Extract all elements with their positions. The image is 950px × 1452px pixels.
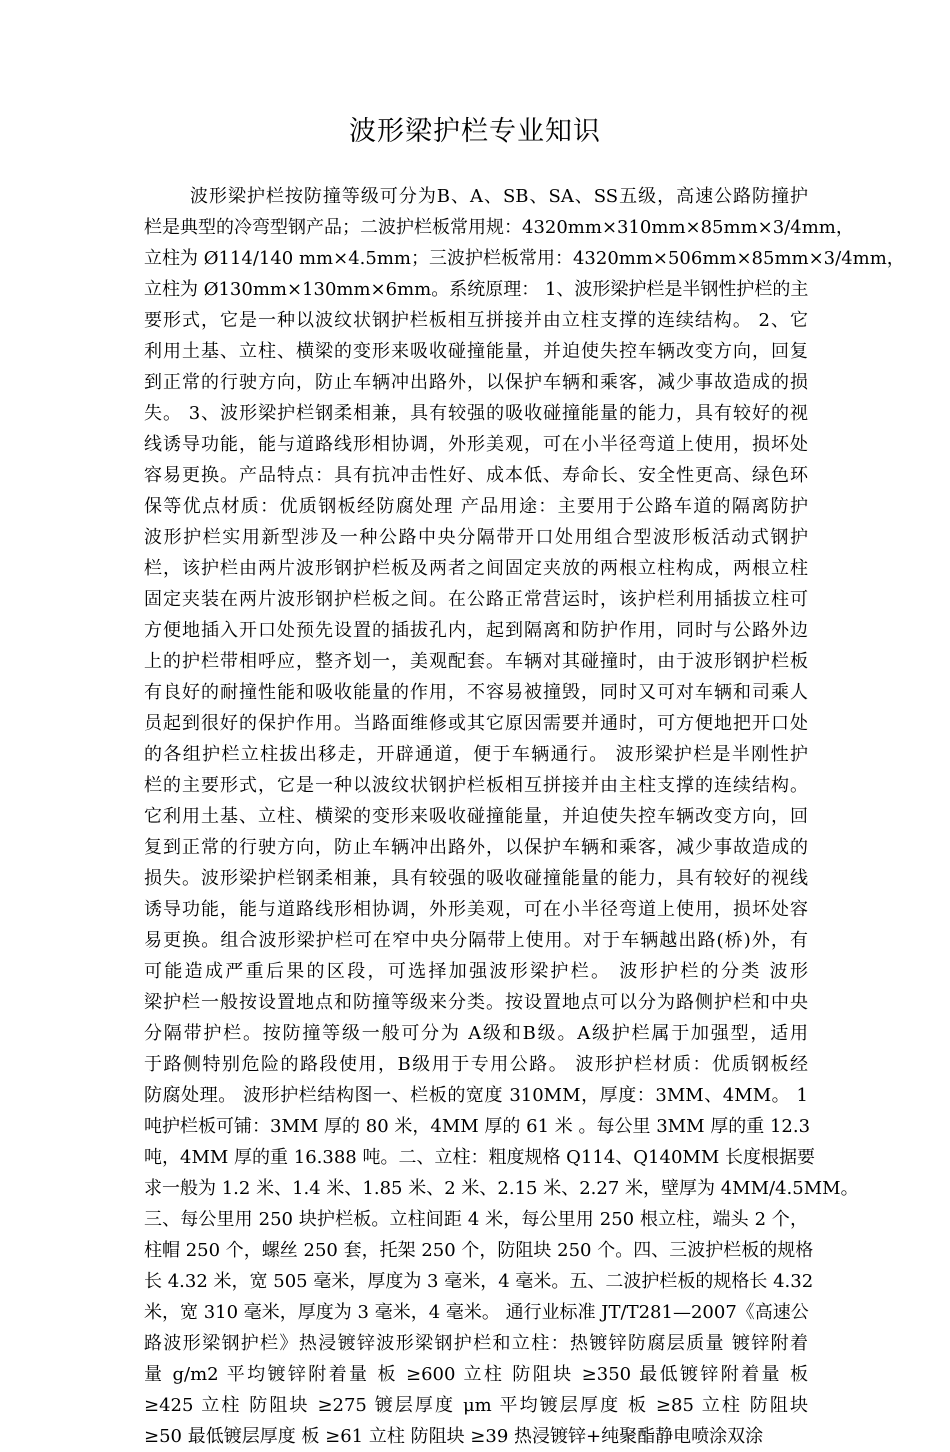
body-line: 防腐处理。 波形护栏结构图一、栏板的宽度 310MM，厚度：3MM、4MM。 1 (144, 1085, 808, 1106)
body-line: 栏的主要形式，它是一种以波纹状钢护栏板相互拼接并由主柱支撑的连续结构。 (144, 775, 808, 796)
body-line: 可能造成严重后果的区段，可选择加强波形梁护栏。 波形护栏的分类 波形 (144, 961, 808, 982)
body-line: 固定夹装在两片波形钢护栏板之间。在公路正常营运时，该护栏利用插拔立柱可 (144, 589, 808, 610)
body-line: 柱帽 250 个，螺丝 250 套，托架 250 个，防阻块 250 个。四、三波护栏板的规格 (144, 1240, 814, 1261)
body-line: 方便地插入开口处预先设置的插拔孔内，起到隔离和防护作用，同时与公路外边 (144, 620, 808, 641)
body-line: 损失。波形梁护栏钢柔相兼，具有较强的吸收碰撞能量的能力，具有较好的视线 (144, 868, 808, 889)
body-line: 易更换。组合波形梁护栏可在窄中央分隔带上使用。对于车辆越出路(桥)外，有 (144, 930, 808, 951)
body-line: 波形护栏实用新型涉及一种公路中央分隔带开口处用组合型波形板活动式钢护 (144, 527, 808, 548)
body-line: ≥50 最低镀层厚度 板 ≥61 立柱 防阻块 ≥39 热浸镀锌+纯聚酯静电喷涂双涂 (144, 1426, 764, 1447)
document-title: 波形梁护栏专业知识 (349, 116, 601, 147)
body-line: 有良好的耐撞性能和吸收能量的作用，不容易被撞毁，同时又可对车辆和司乘人 (144, 682, 808, 703)
body-line: 容易更换。产品特点：具有抗冲击性好、成本低、寿命长、安全性更高、绿色环 (144, 465, 808, 486)
body-line: 吨，4MM 厚的重 16.388 吨。二、立柱：粗度规格 Q114、Q140MM 长度根据要 (144, 1147, 815, 1168)
body-line: 上的护栏带相呼应，整齐划一，美观配套。车辆对其碰撞时，由于波形钢护栏板 (144, 651, 808, 672)
body-line: 梁护栏一般按设置地点和防撞等级来分类。按设置地点可以分为路侧护栏和中央 (144, 992, 808, 1013)
body-line: 栏，该护栏由两片波形钢护栏板及两者之间固定夹放的两根立柱构成，两根立柱 (144, 558, 808, 579)
body-line: ≥425 立柱 防阻块 ≥275 镀层厚度 μm 平均镀层厚度 板 ≥85 立柱 防阻块 (144, 1395, 808, 1416)
body-line: 利用土基、立柱、横梁的变形来吸收碰撞能量，并迫使失控车辆改变方向，回复 (144, 341, 808, 362)
body-line: 长 4.32 米，宽 505 毫米，厚度为 3 毫米，4 毫米。五、二波护栏板的规格长 4.32 (144, 1271, 814, 1292)
body-line: 栏是典型的冷弯型钢产品；二波护栏板常用规：4320mm×310mm×85mm×3/4mm， (144, 217, 854, 238)
body-line: 失。 3、波形梁护栏钢柔相兼，具有较强的吸收碰撞能量的能力，具有较好的视 (144, 403, 808, 424)
body-line: 诱导功能，能与道路线形相协调，外形美观，可在小半径弯道上使用，损坏处容 (144, 899, 808, 920)
body-line: 求一般为 1.2 米、1.4 米、1.85 米、2 米、2.15 米、2.27 米，壁厚为 4MM/4.5MM。 (144, 1178, 859, 1199)
body-line: 它利用土基、立柱、横梁的变形来吸收碰撞能量，并迫使失控车辆改变方向，回 (144, 806, 808, 827)
body-line: 米，宽 310 毫米，厚度为 3 毫米，4 毫米。 通行业标准 JT/T281—2007《高速公 (144, 1302, 809, 1323)
body-line: 线诱导功能，能与道路线形相协调，外形美观，可在小半径弯道上使用，损坏处 (144, 434, 808, 455)
body-line: 量 g/m2 平均镀锌附着量 板 ≥600 立柱 防阻块 ≥350 最低镀锌附着量 板 (144, 1364, 808, 1385)
body-line: 吨护栏板可铺：3MM 厚的 80 米，4MM 厚的 61 米 。每公里 3MM 厚的重 12.3 (144, 1116, 811, 1137)
body-line: 立柱为 Ø130mm×130mm×6mm。系统原理： 1、波形梁护栏是半钢性护栏的主 (144, 279, 809, 300)
document-body (144, 181, 905, 1452)
body-line: 三、每公里用 250 块护栏板。立柱间距 4 米，每公里用 250 根立柱，端头 2 个， (144, 1209, 808, 1230)
body-line: 的各组护栏立柱拔出移走，开辟通道，便于车辆通行。 波形梁护栏是半刚性护 (144, 744, 808, 765)
body-line: 分隔带护栏。按防撞等级一般可分为 A级和B级。A级护栏属于加强型，适用 (144, 1023, 808, 1044)
body-line: 到正常的行驶方向，防止车辆冲出路外，以保护车辆和乘客，减少事故造成的损 (144, 372, 808, 393)
body-line: 复到正常的行驶方向，防止车辆冲出路外，以保护车辆和乘客，减少事故造成的 (144, 837, 808, 858)
body-line: 保等优点材质：优质钢板经防腐处理 产品用途：主要用于公路车道的隔离防护 (144, 496, 808, 517)
body-line: 员起到很好的保护作用。当路面维修或其它原因需要并通时，可方便地把开口处 (144, 713, 808, 734)
body-line: 于路侧特别危险的路段使用，B级用于专用公路。 波形护栏材质：优质钢板经 (144, 1054, 808, 1075)
body-line: 立柱为 Ø114/140 mm×4.5mm；三波护栏板常用：4320mm×506mm×85mm×3/4mm， (144, 248, 905, 269)
body-line: 要形式，它是一种以波纹状钢护栏板相互拼接并由立柱支撑的连续结构。 2、它 (144, 310, 808, 331)
body-line: 路波形梁钢护栏》热浸镀锌波形梁钢护栏和立柱：热镀锌防腐层质量 镀锌附着 (144, 1333, 808, 1354)
body-line: 波形梁护栏按防撞等级可分为B、A、SB、SA、SS五级，高速公路防撞护 (190, 186, 808, 207)
